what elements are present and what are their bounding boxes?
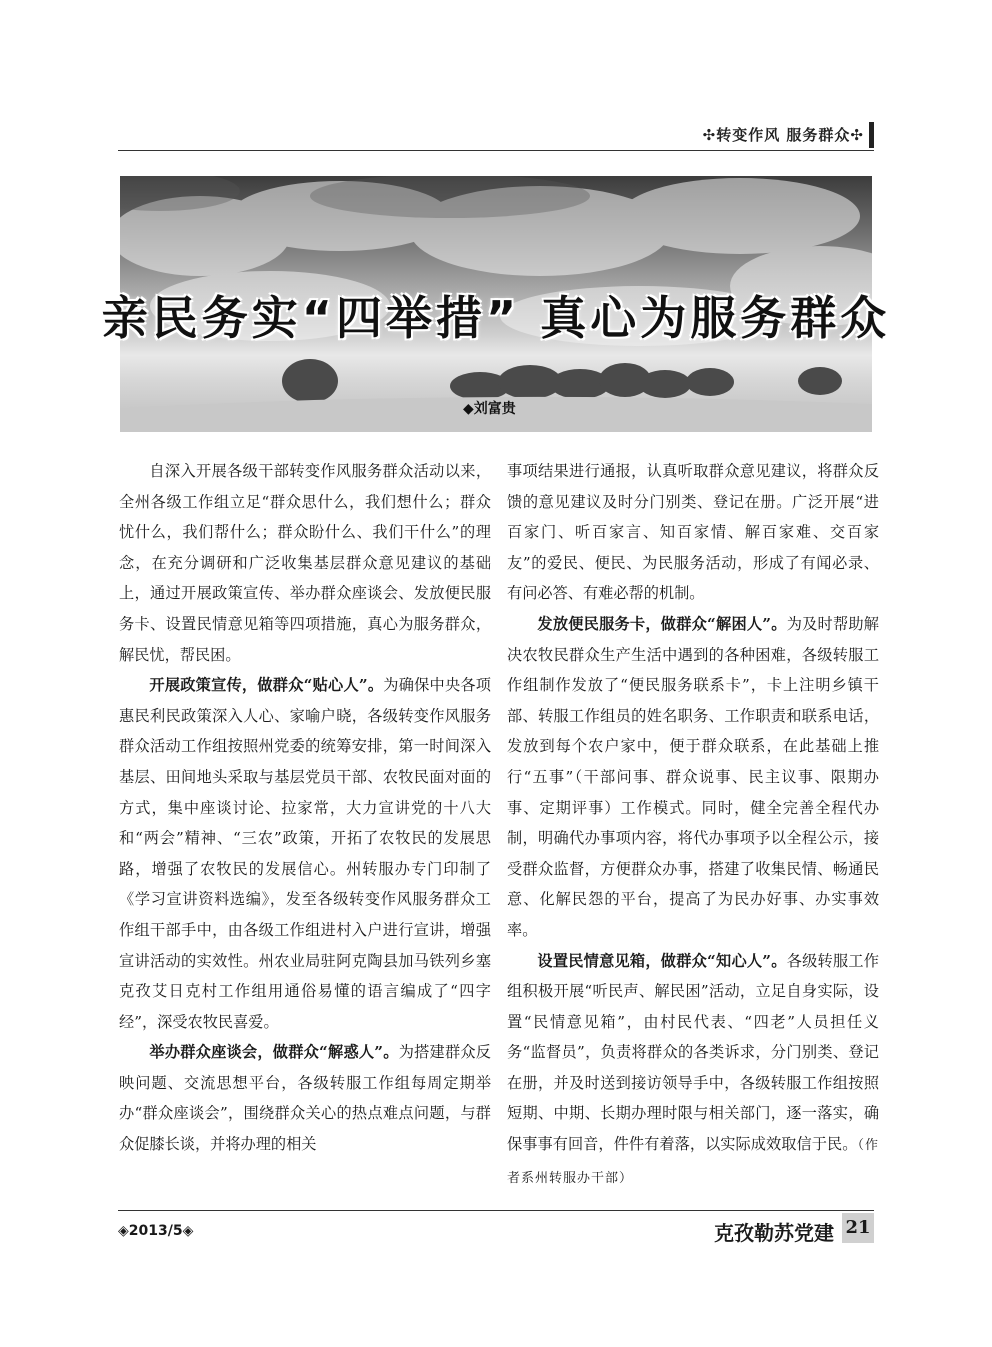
paragraph-heading: 开展政策宣传，做群众“贴心人”。 [149, 676, 384, 695]
paragraph-service-card [507, 609, 879, 946]
author-note: （作者系州转服办干部） [507, 1138, 879, 1186]
section-title: ✣转变作风 服务群众✣ [702, 126, 864, 144]
paragraph-heading: 举办群众座谈会，做群众“解惑人”。 [149, 1043, 399, 1062]
issue-number: ◈2013/5◈ [118, 1223, 194, 1239]
paragraph-policy [119, 670, 491, 1037]
magazine-title: 克孜勒苏党建 [714, 1221, 834, 1245]
page-footer [118, 1210, 874, 1247]
paragraph-heading: 发放便民服务卡，做群众“解困人”。 [537, 614, 787, 633]
paragraph-text: 为确保中央各项惠民利民政策深入人心、家喻户晓，各级转变作风服务群众活动工作组按照州党委的统筹安排，第一时间深入基层、田间地头采取与基层党员干部、农牧民面对面的方式，集中座谈讨论、拉家常，大力宣讲党的十八大和“两会”精神、“三农”政策，开拓了农牧民的发展思路，增强了农牧民的发展信心。州转服办专门印制了《学习宣讲资料选编》，发至各级转变作风服务群众工作组干部手中，由各级工作组进村入户进行宣讲，增强宣讲活动的实效性。州农业局驻阿克陶县加马铁列乡塞克孜艾日克村工作组用通俗易懂的语言编成了“四字经”，深受农牧民喜爱。 [119, 676, 491, 1031]
running-header [118, 120, 874, 151]
paragraph-text: 为搭建群众反映问题、交流思想平台，各级转服工作组每周定期举办“群众座谈会”，围绕群众关心的热点难点问题，与群众促膝长谈，并将办理的相关 [119, 1043, 491, 1154]
paragraph-text: 为及时帮助解决农牧民群众生产生活中遇到的各种困难，各级转服工作组制作发放了“便民服务联系卡”，卡上注明乡镇干部、转服工作组员的姓名职务、工作职责和联系电话，发放到每个农户家中，便于群众联系，在此基础上推行“五事”（干部问事、群众说事、民主议事、限期办事、定期评事）工作模式。同时，健全完善全程代办制，明确代办事项内容，将代办事项予以全程公示，接受群众监督，方便群众办事，搭建了收集民情、畅通民意、化解民怨的平台，提高了为民办好事、办实事效率。 [507, 614, 879, 939]
paragraph-opinion-box [507, 946, 879, 1195]
paragraph-text: 各级转服工作组积极开展“听民声、解民困”活动，立足自身实际，设置“民情意见箱”，由村民代表、“四老”人员担任义务“监督员”，负责将群众的各类诉求，分门别类、登记在册，并及时送到接访领导手中，各级转服工作组按照短期、中期、长期办理时限与相关部门，逐一落实，确保事事有回音，件件有着落，以实际成效取信于民。 [507, 951, 879, 1154]
article-column-left [119, 456, 491, 1160]
paragraph-forum [119, 1037, 491, 1159]
article-column-right [507, 456, 879, 1194]
header-bar [869, 122, 874, 148]
article-title: 亲民务实“四举措” 真心为服务群众 [101, 291, 891, 345]
paragraph-heading: 设置民情意见箱，做群众“知心人”。 [537, 951, 787, 970]
continued-paragraph: 事项结果进行通报，认真听取群众意见建议，将群众反馈的意见建议及时分门别类、登记在册。广泛开展“进百家门、听百家言、知百家情、解百家难、交百家友”的爱民、便民、为民服务活动，形成了有闻必录、有问必答、有难必帮的机制。 [507, 462, 879, 603]
intro-paragraph: 自深入开展各级干部转变作风服务群众活动以来，全州各级工作组立足“群众思什么，我们想什么；群众忧什么，我们帮什么；群众盼什么、我们干什么”的理念，在充分调研和广泛收集基层群众意见建议的基础上，通过开展政策宣传、举办群众座谈会、发放便民服务卡、设置民情意见箱等四项措施，真心为服务群众，解民忧，帮民困。 [119, 462, 491, 664]
page-number: 21 [842, 1213, 874, 1243]
author-byline: ◆刘富贵 [463, 401, 516, 417]
